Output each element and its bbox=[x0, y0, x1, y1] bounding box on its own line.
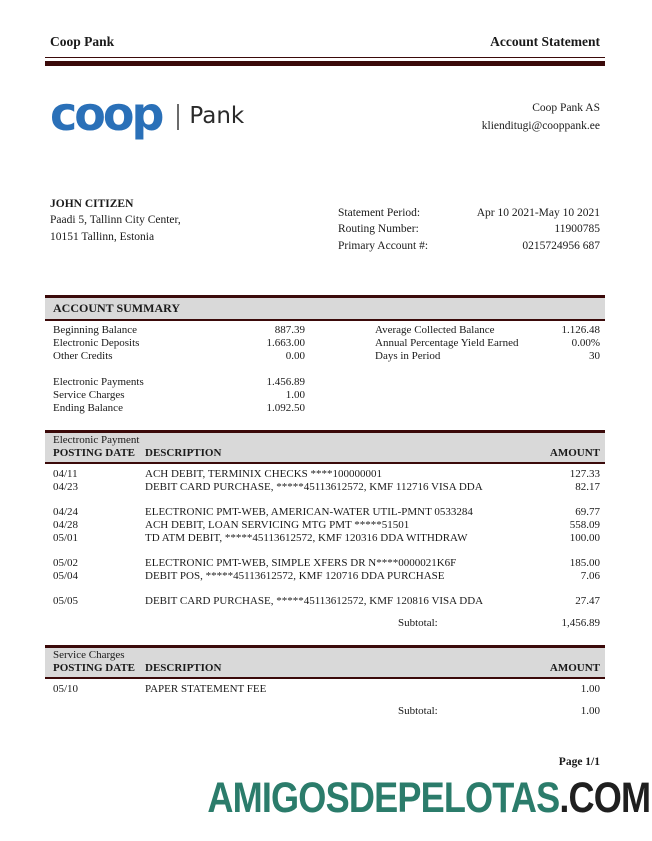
logo-divider-bar bbox=[177, 104, 179, 130]
table-row bbox=[53, 532, 600, 545]
summary-row bbox=[53, 389, 305, 402]
summary-value: 1.663.00 bbox=[266, 336, 305, 349]
table-column-headers bbox=[53, 447, 600, 460]
summary-row bbox=[53, 376, 305, 389]
table-header bbox=[45, 430, 605, 464]
subtotal-spacer bbox=[53, 705, 398, 718]
watermark bbox=[207, 774, 650, 823]
account-summary-body bbox=[45, 321, 605, 415]
summary-right-column bbox=[375, 324, 600, 415]
summary-row bbox=[53, 402, 305, 415]
cell-description: ELECTRONIC PMT-WEB, AMERICAN-WATER UTIL-PMNT 0533284 bbox=[145, 505, 473, 518]
summary-label: Other Credits bbox=[53, 349, 113, 362]
table-column-headers bbox=[53, 662, 600, 675]
subtotal-spacer bbox=[53, 617, 398, 630]
statement-period-label: Statement Period: bbox=[338, 207, 421, 219]
summary-label: Days in Period bbox=[375, 349, 441, 362]
summary-value: 1.092.50 bbox=[266, 401, 305, 414]
cell-description: DEBIT POS, *****45113612572, KMF 120716 DDA PURCHASE bbox=[145, 569, 445, 582]
summary-row bbox=[53, 324, 305, 337]
subtotal-label: Subtotal: bbox=[398, 704, 438, 717]
summary-value: 0.00 bbox=[285, 349, 305, 362]
summary-label: Electronic Deposits bbox=[53, 336, 140, 349]
column-amount: AMOUNT bbox=[549, 446, 600, 459]
summary-label: Ending Balance bbox=[53, 401, 123, 414]
account-summary-title: ACCOUNT SUMMARY bbox=[53, 300, 181, 315]
summary-group-left bbox=[53, 324, 305, 363]
statement-info-block bbox=[338, 205, 600, 254]
subtotal-label: Subtotal: bbox=[398, 616, 438, 629]
summary-group-right bbox=[375, 324, 600, 363]
table-row bbox=[53, 570, 600, 583]
column-posting-date: POSTING DATE bbox=[53, 446, 136, 459]
cell-amount: 7.06 bbox=[580, 569, 600, 582]
customer-address-block bbox=[50, 196, 181, 254]
table-row bbox=[53, 683, 600, 696]
table-row-group bbox=[53, 683, 600, 696]
table-row bbox=[53, 481, 600, 494]
summary-row bbox=[375, 324, 600, 337]
table-section-title: Service Charges bbox=[53, 648, 125, 661]
routing-number-label: Routing Number: bbox=[338, 223, 419, 236]
summary-row bbox=[53, 350, 305, 363]
cell-posting-date: 04/11 bbox=[53, 467, 78, 480]
summary-label: Electronic Payments bbox=[53, 375, 144, 388]
table-row-group bbox=[53, 595, 600, 608]
logo-wordmark: coop bbox=[50, 87, 162, 141]
cell-description: ELECTRONIC PMT-WEB, SIMPLE XFERS DR N****0000021K6F bbox=[145, 556, 457, 569]
table-header bbox=[45, 645, 605, 679]
company-name: Coop Pank AS bbox=[532, 102, 600, 114]
routing-number-row bbox=[338, 221, 600, 237]
cell-amount: 100.00 bbox=[569, 531, 600, 544]
cell-posting-date: 05/02 bbox=[53, 556, 79, 569]
cell-description: ACH DEBIT, TERMINIX CHECKS ****100000001 bbox=[145, 467, 383, 480]
table-row-group bbox=[53, 506, 600, 545]
statement-period-row bbox=[338, 205, 600, 221]
summary-value: 887.39 bbox=[274, 323, 305, 336]
cell-posting-date: 05/04 bbox=[53, 569, 79, 582]
table-row bbox=[53, 595, 600, 608]
customer-address-line1: Paadi 5, Tallinn City Center, bbox=[50, 214, 181, 227]
cell-description: ACH DEBIT, LOAN SERVICING MTG PMT *****51501 bbox=[145, 518, 410, 531]
table-row-group bbox=[53, 557, 600, 583]
company-contact-block bbox=[482, 100, 600, 136]
transaction-tables bbox=[45, 430, 605, 718]
cell-posting-date: 05/10 bbox=[53, 682, 79, 695]
cell-amount: 69.77 bbox=[575, 505, 600, 518]
cell-posting-date: 04/24 bbox=[53, 505, 79, 518]
table-body bbox=[45, 679, 605, 718]
primary-account-row bbox=[338, 238, 600, 254]
cell-amount: 27.47 bbox=[575, 594, 600, 607]
primary-account-value: 0215724956 687 bbox=[522, 239, 600, 252]
summary-label: Beginning Balance bbox=[53, 323, 138, 336]
watermark-suffix: .COM bbox=[559, 774, 650, 822]
transactions-section bbox=[45, 645, 605, 718]
company-email: klienditugi@cooppank.ee bbox=[481, 119, 600, 132]
summary-value: 1.00 bbox=[285, 388, 305, 401]
cell-posting-date: 04/23 bbox=[53, 480, 79, 493]
summary-left-column bbox=[53, 324, 305, 415]
subtotal-value: 1,456.89 bbox=[561, 616, 600, 629]
column-posting-date: POSTING DATE bbox=[53, 661, 136, 674]
logo-suffix: Pank bbox=[189, 103, 245, 129]
subtotal-row bbox=[53, 617, 600, 630]
table-row bbox=[53, 468, 600, 481]
account-summary-section bbox=[45, 295, 605, 415]
routing-number-value: 11900785 bbox=[554, 223, 600, 236]
table-section-title: Electronic Payment bbox=[53, 433, 140, 446]
watermark-main: AMIGOSDEPELOTAS bbox=[207, 774, 560, 822]
cell-description: PAPER STATEMENT FEE bbox=[145, 682, 267, 695]
table-row bbox=[53, 506, 600, 519]
cell-amount: 185.00 bbox=[569, 556, 600, 569]
customer-name: JOHN CITIZEN bbox=[50, 198, 134, 210]
header-document-title: Account Statement bbox=[490, 34, 600, 49]
table-body bbox=[45, 464, 605, 630]
table-row bbox=[53, 519, 600, 532]
cell-amount: 127.33 bbox=[569, 467, 600, 480]
cell-posting-date: 04/28 bbox=[53, 518, 79, 531]
page-number: Page 1/1 bbox=[558, 755, 600, 768]
cell-amount: 82.17 bbox=[575, 480, 600, 493]
primary-account-label: Primary Account #: bbox=[338, 239, 429, 252]
column-description: DESCRIPTION bbox=[145, 661, 222, 674]
document-header bbox=[45, 30, 605, 55]
brand-row bbox=[45, 87, 605, 141]
summary-value: 1.126.48 bbox=[561, 323, 600, 336]
header-rule-thick bbox=[45, 61, 605, 66]
summary-row bbox=[375, 350, 600, 363]
column-amount: AMOUNT bbox=[549, 661, 600, 674]
summary-row bbox=[53, 337, 305, 350]
summary-label: Annual Percentage Yield Earned bbox=[375, 336, 519, 349]
subtotal-row bbox=[53, 705, 600, 718]
summary-label: Service Charges bbox=[53, 388, 125, 401]
cell-description: DEBIT CARD PURCHASE, *****45113612572, KMF 120816 VISA DDA bbox=[145, 594, 484, 607]
coop-pank-logo bbox=[50, 87, 245, 141]
summary-value: 30 bbox=[589, 349, 600, 362]
summary-value: 0.00% bbox=[571, 336, 600, 349]
column-description: DESCRIPTION bbox=[145, 446, 222, 459]
customer-address-line2: 10151 Tallinn, Estonia bbox=[50, 230, 155, 243]
account-summary-titlebar bbox=[45, 295, 605, 321]
table-row-group bbox=[53, 468, 600, 494]
summary-group-left bbox=[53, 376, 305, 415]
transactions-section bbox=[45, 430, 605, 630]
cell-amount: 558.09 bbox=[569, 518, 600, 531]
subtotal-value: 1.00 bbox=[580, 704, 600, 717]
summary-row bbox=[375, 337, 600, 350]
table-row bbox=[53, 557, 600, 570]
cell-posting-date: 05/01 bbox=[53, 531, 79, 544]
summary-value: 1.456.89 bbox=[266, 375, 305, 388]
cell-amount: 1.00 bbox=[580, 682, 600, 695]
cell-description: TD ATM DEBIT, *****45113612572, KMF 120316 DDA WITHDRAW bbox=[145, 531, 468, 544]
account-info-row bbox=[45, 196, 605, 254]
cell-posting-date: 05/05 bbox=[53, 594, 79, 607]
header-rule-thin bbox=[45, 57, 605, 58]
cell-description: DEBIT CARD PURCHASE, *****45113612572, KMF 112716 VISA DDA bbox=[145, 480, 483, 493]
summary-label: Average Collected Balance bbox=[375, 323, 495, 336]
statement-period-value: Apr 10 2021-May 10 2021 bbox=[476, 207, 600, 219]
header-bank-name: Coop Pank bbox=[50, 34, 115, 49]
